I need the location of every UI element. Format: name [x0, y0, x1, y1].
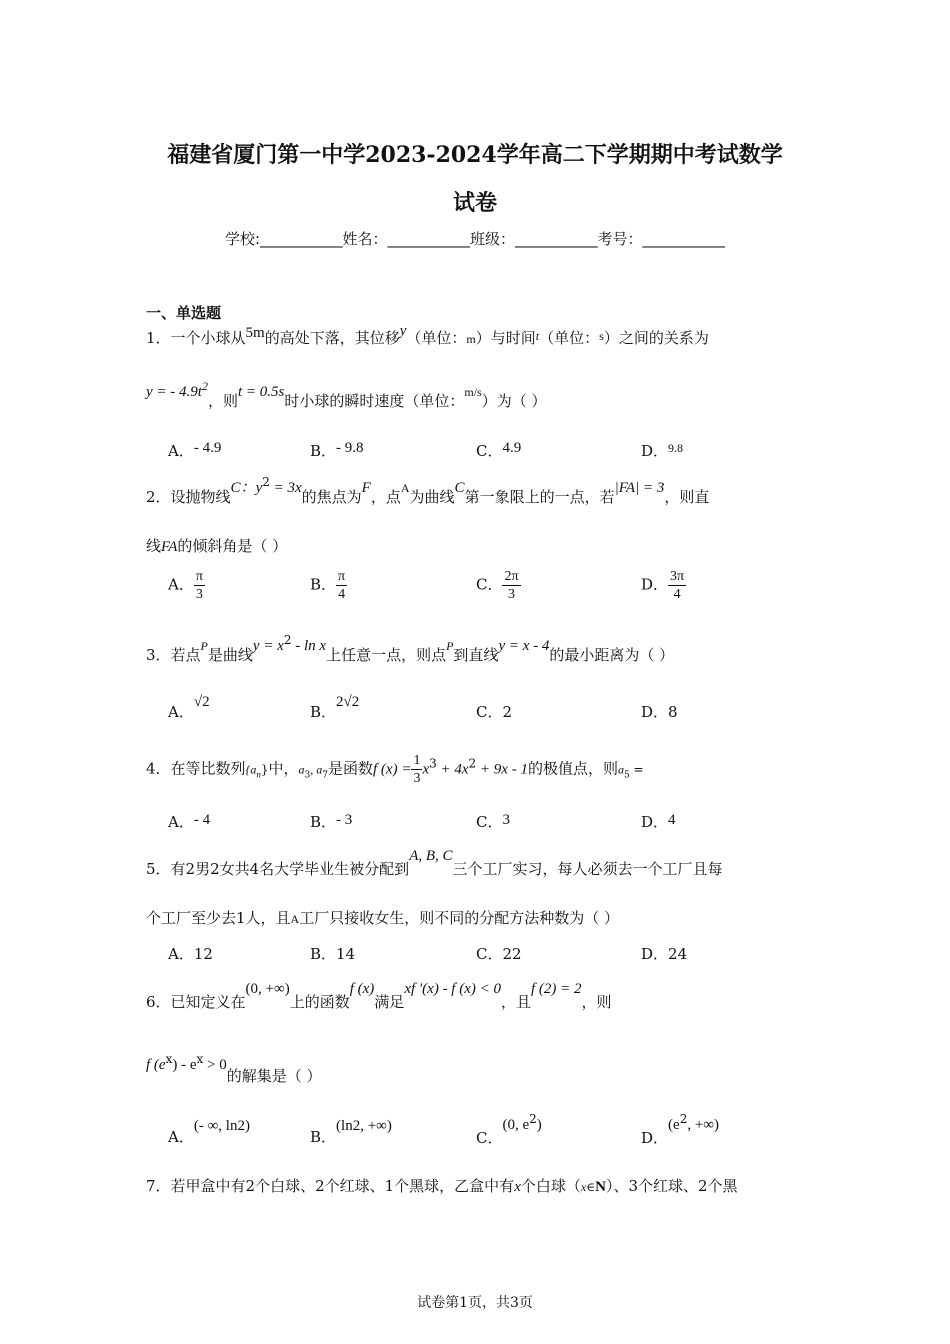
- question-1-line2: y = - $4.9t^2$，则t = 0.5s时小球的瞬时速度（单位：m/s）为（ ）: [146, 379, 547, 410]
- page-title-line2: 试卷: [452, 190, 497, 216]
- q3-option-a[interactable]: A．√2: [168, 694, 210, 721]
- q5-option-b[interactable]: B．14: [310, 945, 356, 963]
- q2-option-d[interactable]: D． $\frac{3\pi}{4}$: [641, 569, 685, 602]
- question-3: 3．若点P是曲线$y = x^2 - \ln x$上任意一点，则点P到直线y = x - 4的最小距离为（ ）: [146, 633, 675, 664]
- question-5-line2: 个工厂至少去1人，且A工厂只接收女生，则不同的分配方法种数为（ ）: [146, 909, 619, 927]
- student-info-line: 学校:___________姓名：___________班级：___________考号：___________: [224, 230, 726, 248]
- question-5-line1: 5．有2男2女共4名大学毕业生被分配到A, B, C三个工厂实习，每人必须去一个工厂且每: [146, 848, 723, 878]
- q6-option-d[interactable]: D．($e^2$, +∞): [641, 1112, 719, 1147]
- q5-option-c[interactable]: C．22: [476, 945, 522, 963]
- question-7-line1: 7．若甲盒中有2个白球、2个红球、1个黑球，乙盒中有x个白球（x∈N）、3个红球、2个黑: [146, 1177, 738, 1195]
- q2-option-a[interactable]: A． $\frac{\pi}{3}$: [168, 569, 203, 602]
- question-2-line2: 线FA的倾斜角是（ ）: [146, 537, 288, 555]
- q4-option-c[interactable]: C．3: [476, 812, 510, 831]
- q1-option-a[interactable]: A．- 4.9: [168, 440, 222, 460]
- q3-option-d[interactable]: D．8: [641, 703, 678, 721]
- q4-option-a[interactable]: A．- 4: [168, 812, 211, 831]
- q5-option-d[interactable]: D．24: [641, 945, 688, 963]
- q3-option-b[interactable]: B．2√2: [310, 694, 360, 721]
- q5-option-a[interactable]: A．12: [168, 945, 213, 963]
- page-footer: 试卷第1页，共3页: [417, 1295, 533, 1311]
- question-6-line1: 6．已知定义在(0, +∞)上的函数f (x)满足xf ′(x) - f (x) < 0，且f (2) = 2，则: [146, 981, 612, 1011]
- section-heading: 一、单选题: [146, 304, 222, 322]
- q3-option-c[interactable]: C．2: [476, 703, 513, 721]
- question-2-line1: 2．设抛物线C：$y^2 = 3x$的焦点为F，点A为曲线C第一象限上的一点，若|FA| = 3，则直: [146, 475, 710, 506]
- q2-option-c[interactable]: C． $\frac{2\pi}{3}$: [476, 569, 519, 602]
- page-title: 福建省厦门第一中学2023-2024学年高二下学期期中考试数学: [167, 142, 783, 168]
- question-4: 4．在等比数列$\{a_n\}$中，$a_3$, $a_7$是函数f (x) = $\frac{1}{3}$ $x^3 + 4x^2 + 9x - 1$的极值点，则$a_5$ =: [146, 753, 644, 786]
- q1-option-d[interactable]: D．9.8: [641, 441, 684, 460]
- q6-option-c[interactable]: C．(0, $e^2$): [476, 1112, 542, 1147]
- q6-option-a[interactable]: A．(- ∞, ln2): [168, 1118, 250, 1146]
- q4-option-b[interactable]: B．- 3: [310, 812, 353, 831]
- q4-option-d[interactable]: D．4: [641, 812, 676, 831]
- question-1-line1: 1．一个小球从5m的高处下落，其位移y（单位：m）与时间$^t$（单位：$^s$）之间的关系为: [146, 323, 709, 347]
- q6-option-b[interactable]: B．(ln2, +∞): [310, 1118, 392, 1146]
- q1-option-b[interactable]: B．- 9.8: [310, 440, 364, 460]
- q2-option-b[interactable]: B． $\frac{\pi}{4}$: [310, 569, 346, 602]
- question-6-line2: f $(e^x) - e^x > 0$的解集是（ ）: [146, 1052, 322, 1085]
- q1-option-c[interactable]: C．4.9: [476, 440, 522, 460]
